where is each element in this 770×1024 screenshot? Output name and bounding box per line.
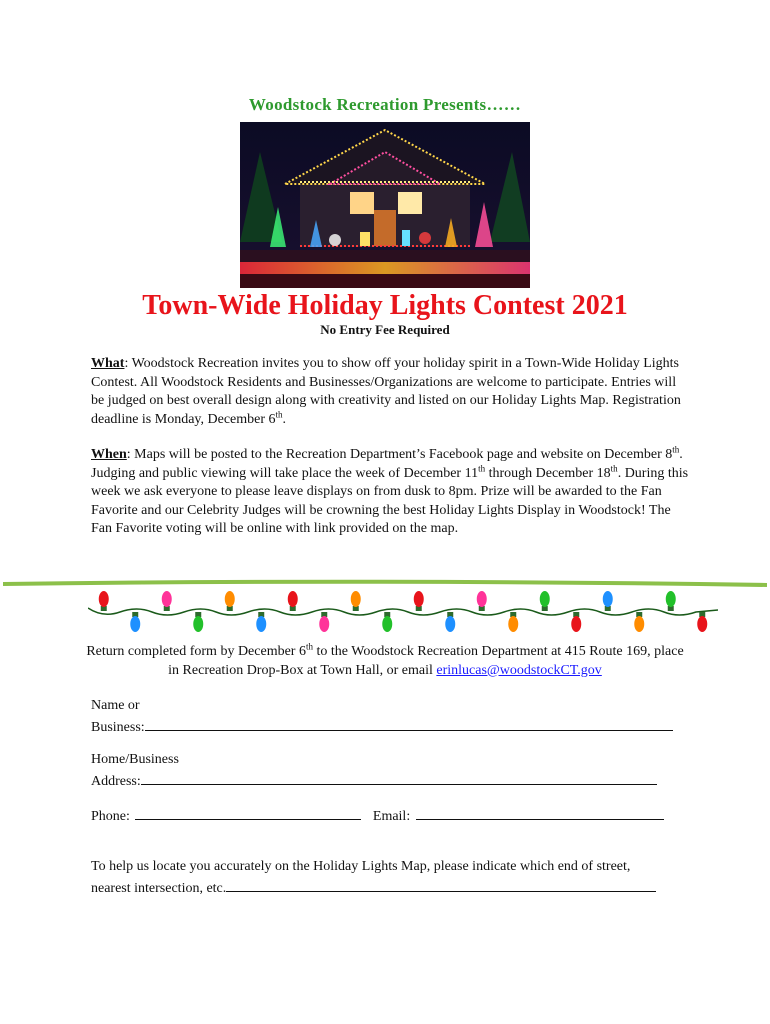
light-bulb — [256, 612, 266, 632]
address-label-line-1: Home/Business — [91, 752, 179, 767]
light-bulb — [162, 591, 172, 611]
email-link[interactable]: erinlucas@woodstockCT.gov — [436, 662, 602, 678]
email-input-line[interactable] — [416, 805, 664, 820]
holiday-house-illustration — [240, 122, 530, 288]
email-label: Email: — [372, 809, 411, 824]
light-bulb — [414, 591, 424, 611]
return-text-1: Return completed form by December 6 — [86, 644, 306, 659]
light-bulb — [508, 612, 518, 632]
location-text-line-2: nearest intersection, etc. — [91, 880, 227, 896]
location-field — [91, 858, 691, 898]
when-text-3: through December 18 — [485, 465, 611, 481]
light-bulb — [666, 591, 676, 611]
return-sup: th — [305, 641, 313, 652]
when-paragraph — [91, 446, 691, 539]
light-bulb — [697, 612, 707, 632]
return-instructions — [80, 643, 690, 680]
name-label-line-2: Business: — [91, 719, 145, 735]
what-paragraph — [91, 355, 691, 429]
name-field — [91, 697, 673, 737]
light-bulb — [99, 591, 109, 611]
location-text-line-1: To help us locate you accurately on the Holiday Lights Map, please indicate which end of street, — [91, 859, 631, 874]
light-bulb — [319, 612, 329, 632]
name-label-line-1: Name or — [91, 698, 140, 713]
address-input-line[interactable] — [141, 770, 657, 785]
when-text-4: . During this week we ask everyone to please leave displays on from dusk to 8pm. Prize will be awarded to the Fan Favorite and our Celebrity Judges will be crowning the best Holiday Lights Display in Woodstock! The Fan Favorite voting will be online with link provided on the map. — [91, 465, 689, 537]
what-text: : Woodstock Recreation invites you to show off your holiday spirit in a Town-Wide Holiday Lights Contest. All Woodstock Residents and Businesses/Organizations are welcome to participate. Entries will be judged on best overall design along with creativity and listed on our Holiday Lights Map. Registration deadline is Monday, December 6 — [91, 356, 681, 427]
when-label: When — [91, 447, 127, 462]
christmas-lights-string — [88, 588, 718, 638]
light-bulb — [540, 591, 550, 611]
light-bulb — [225, 591, 235, 611]
when-text-1: : Maps will be posted to the Recreation Department’s Facebook page and website on December 8 — [126, 447, 673, 462]
light-bulb — [351, 591, 361, 611]
light-bulb — [571, 612, 581, 632]
light-bulb — [603, 591, 613, 611]
light-bulb — [477, 591, 487, 611]
contest-title: Town-Wide Holiday Lights Contest 2021 — [142, 290, 628, 321]
light-bulb — [634, 612, 644, 632]
phone-label: Phone: — [91, 809, 130, 824]
name-input-line[interactable] — [145, 716, 673, 731]
light-bulb — [130, 612, 140, 632]
when-sup-2: th — [478, 462, 486, 473]
phone-input-line[interactable] — [135, 805, 361, 820]
what-text-end: . — [282, 411, 287, 427]
when-sup-1: th — [672, 444, 680, 455]
location-input-line[interactable] — [226, 877, 656, 892]
holiday-house-photo — [240, 122, 530, 288]
phone-email-field — [91, 805, 664, 827]
light-bulb — [382, 612, 392, 632]
light-wire — [88, 608, 718, 615]
when-sup-3: th — [610, 462, 618, 473]
address-field — [91, 751, 657, 791]
light-bulb — [288, 591, 298, 611]
entry-fee-note: No Entry Fee Required — [320, 322, 450, 337]
return-text-2: to the Woodstock Recreation Department at 415 Route 169, place in Recreation Drop-Box at Town Hall, or email — [168, 644, 684, 678]
light-bulb — [445, 612, 455, 632]
when-text-2: . Judging and public viewing will take place the week of December 11 — [91, 447, 683, 481]
what-label: What — [91, 356, 125, 371]
what-sup: th — [275, 409, 283, 420]
light-bulb — [193, 612, 203, 632]
address-label-line-2: Address: — [91, 773, 141, 789]
presents-heading: Woodstock Recreation Presents…… — [248, 95, 522, 114]
